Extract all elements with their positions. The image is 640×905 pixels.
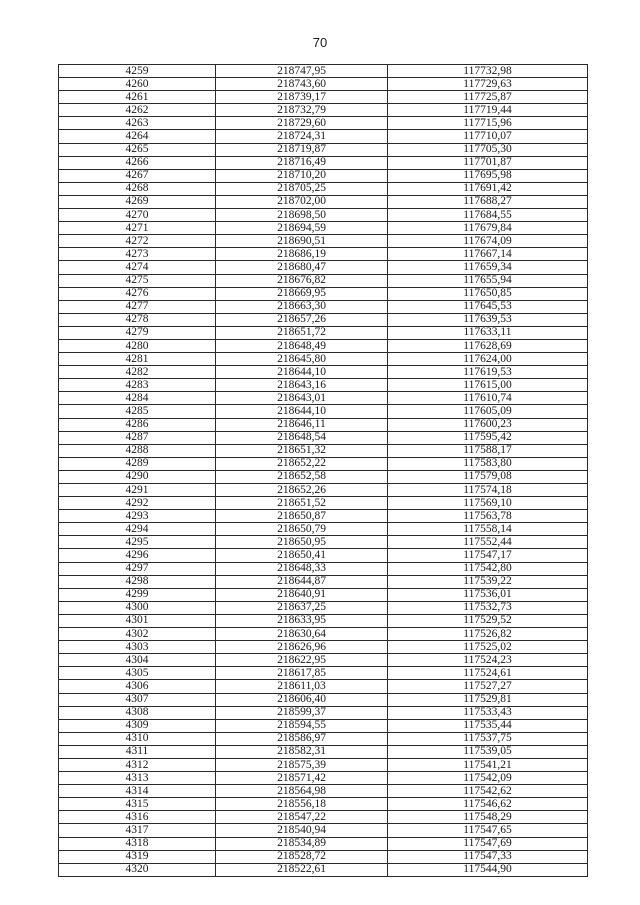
- table-row: [59, 261, 588, 274]
- table-row: [59, 850, 588, 863]
- x-coordinate-cell: 218650,95: [216, 536, 388, 549]
- table-row: [59, 91, 588, 104]
- x-coordinate-cell: 218644,10: [216, 405, 388, 418]
- table-row: [59, 418, 588, 431]
- x-coordinate-cell: 218643,16: [216, 379, 388, 392]
- y-coordinate-cell: 117588,17: [388, 444, 588, 457]
- point-number-cell: 4289: [59, 457, 216, 470]
- y-coordinate-cell: 117542,80: [388, 562, 588, 575]
- x-coordinate-cell: 218528,72: [216, 850, 388, 863]
- point-number-cell: 4264: [59, 130, 216, 143]
- table-row: [59, 156, 588, 169]
- y-coordinate-cell: 117558,14: [388, 523, 588, 536]
- point-number-cell: 4277: [59, 300, 216, 313]
- table-row: [59, 562, 588, 575]
- point-number-cell: 4274: [59, 261, 216, 274]
- x-coordinate-cell: 218651,32: [216, 444, 388, 457]
- table-row: [59, 117, 588, 130]
- coordinates-table: [58, 64, 588, 877]
- table-row: [59, 313, 588, 326]
- x-coordinate-cell: 218747,95: [216, 65, 388, 78]
- point-number-cell: 4312: [59, 758, 216, 771]
- x-coordinate-cell: 218564,98: [216, 785, 388, 798]
- y-coordinate-cell: 117583,80: [388, 457, 588, 470]
- point-number-cell: 4307: [59, 693, 216, 706]
- y-coordinate-cell: 117536,01: [388, 588, 588, 601]
- x-coordinate-cell: 218648,33: [216, 562, 388, 575]
- y-coordinate-cell: 117548,29: [388, 811, 588, 824]
- y-coordinate-cell: 117532,73: [388, 601, 588, 614]
- y-coordinate-cell: 117537,75: [388, 732, 588, 745]
- table-row: [59, 169, 588, 182]
- point-number-cell: 4286: [59, 418, 216, 431]
- table-row: [59, 431, 588, 444]
- point-number-cell: 4319: [59, 850, 216, 863]
- y-coordinate-cell: 117542,62: [388, 785, 588, 798]
- table-row: [59, 536, 588, 549]
- y-coordinate-cell: 117674,09: [388, 235, 588, 248]
- point-number-cell: 4280: [59, 339, 216, 352]
- point-number-cell: 4301: [59, 614, 216, 627]
- x-coordinate-cell: 218575,39: [216, 758, 388, 771]
- x-coordinate-cell: 218594,55: [216, 719, 388, 732]
- table-row: [59, 706, 588, 719]
- table-row: [59, 758, 588, 771]
- y-coordinate-cell: 117579,08: [388, 470, 588, 483]
- x-coordinate-cell: 218690,51: [216, 235, 388, 248]
- y-coordinate-cell: 117544,90: [388, 863, 588, 876]
- point-number-cell: 4275: [59, 274, 216, 287]
- x-coordinate-cell: 218571,42: [216, 772, 388, 785]
- y-coordinate-cell: 117541,21: [388, 758, 588, 771]
- point-number-cell: 4260: [59, 78, 216, 91]
- table-row: [59, 654, 588, 667]
- table-row: [59, 497, 588, 510]
- x-coordinate-cell: 218650,79: [216, 523, 388, 536]
- y-coordinate-cell: 117679,84: [388, 222, 588, 235]
- point-number-cell: 4283: [59, 379, 216, 392]
- table-row: [59, 339, 588, 352]
- table-row: [59, 745, 588, 758]
- point-number-cell: 4285: [59, 405, 216, 418]
- y-coordinate-cell: 117615,00: [388, 379, 588, 392]
- y-coordinate-cell: 117729,63: [388, 78, 588, 91]
- x-coordinate-cell: 218652,22: [216, 457, 388, 470]
- table-row: [59, 798, 588, 811]
- y-coordinate-cell: 117525,02: [388, 641, 588, 654]
- table-row: [59, 628, 588, 641]
- point-number-cell: 4302: [59, 628, 216, 641]
- x-coordinate-cell: 218686,19: [216, 248, 388, 261]
- table-row: [59, 693, 588, 706]
- x-coordinate-cell: 218724,31: [216, 130, 388, 143]
- point-number-cell: 4266: [59, 156, 216, 169]
- y-coordinate-cell: 117533,43: [388, 706, 588, 719]
- point-number-cell: 4304: [59, 654, 216, 667]
- y-coordinate-cell: 117610,74: [388, 392, 588, 405]
- x-coordinate-cell: 218644,87: [216, 575, 388, 588]
- x-coordinate-cell: 218652,26: [216, 484, 388, 497]
- x-coordinate-cell: 218534,89: [216, 837, 388, 850]
- x-coordinate-cell: 218729,60: [216, 117, 388, 130]
- point-number-cell: 4298: [59, 575, 216, 588]
- point-number-cell: 4309: [59, 719, 216, 732]
- x-coordinate-cell: 218698,50: [216, 209, 388, 222]
- y-coordinate-cell: 117552,44: [388, 536, 588, 549]
- point-number-cell: 4292: [59, 497, 216, 510]
- y-coordinate-cell: 117526,82: [388, 628, 588, 641]
- x-coordinate-cell: 218633,95: [216, 614, 388, 627]
- x-coordinate-cell: 218657,26: [216, 313, 388, 326]
- x-coordinate-cell: 218640,91: [216, 588, 388, 601]
- point-number-cell: 4316: [59, 811, 216, 824]
- point-number-cell: 4263: [59, 117, 216, 130]
- y-coordinate-cell: 117539,05: [388, 745, 588, 758]
- table-row: [59, 575, 588, 588]
- point-number-cell: 4311: [59, 745, 216, 758]
- point-number-cell: 4293: [59, 510, 216, 523]
- point-number-cell: 4315: [59, 798, 216, 811]
- y-coordinate-cell: 117725,87: [388, 91, 588, 104]
- x-coordinate-cell: 218646,11: [216, 418, 388, 431]
- point-number-cell: 4310: [59, 732, 216, 745]
- y-coordinate-cell: 117547,69: [388, 837, 588, 850]
- y-coordinate-cell: 117710,07: [388, 130, 588, 143]
- table-row: [59, 614, 588, 627]
- table-row: [59, 182, 588, 195]
- x-coordinate-cell: 218599,37: [216, 706, 388, 719]
- point-number-cell: 4287: [59, 431, 216, 444]
- table-row: [59, 366, 588, 379]
- point-number-cell: 4276: [59, 287, 216, 300]
- point-number-cell: 4271: [59, 222, 216, 235]
- y-coordinate-cell: 117524,61: [388, 667, 588, 680]
- point-number-cell: 4265: [59, 143, 216, 156]
- x-coordinate-cell: 218556,18: [216, 798, 388, 811]
- x-coordinate-cell: 218626,96: [216, 641, 388, 654]
- table-row: [59, 549, 588, 562]
- table-row: [59, 837, 588, 850]
- point-number-cell: 4262: [59, 104, 216, 117]
- y-coordinate-cell: 117715,96: [388, 117, 588, 130]
- table-row: [59, 732, 588, 745]
- y-coordinate-cell: 117547,65: [388, 824, 588, 837]
- x-coordinate-cell: 218676,82: [216, 274, 388, 287]
- table-row: [59, 863, 588, 876]
- point-number-cell: 4282: [59, 366, 216, 379]
- x-coordinate-cell: 218644,10: [216, 366, 388, 379]
- point-number-cell: 4291: [59, 484, 216, 497]
- x-coordinate-cell: 218645,80: [216, 353, 388, 366]
- table-row: [59, 811, 588, 824]
- point-number-cell: 4317: [59, 824, 216, 837]
- x-coordinate-cell: 218743,60: [216, 78, 388, 91]
- table-row: [59, 405, 588, 418]
- y-coordinate-cell: 117650,85: [388, 287, 588, 300]
- table-row: [59, 824, 588, 837]
- y-coordinate-cell: 117695,98: [388, 169, 588, 182]
- x-coordinate-cell: 218680,47: [216, 261, 388, 274]
- point-number-cell: 4268: [59, 182, 216, 195]
- point-number-cell: 4318: [59, 837, 216, 850]
- table-row: [59, 680, 588, 693]
- point-number-cell: 4278: [59, 313, 216, 326]
- table-row: [59, 719, 588, 732]
- table-row: [59, 143, 588, 156]
- point-number-cell: 4281: [59, 353, 216, 366]
- point-number-cell: 4272: [59, 235, 216, 248]
- table-row: [59, 274, 588, 287]
- point-number-cell: 4288: [59, 444, 216, 457]
- table-row: [59, 209, 588, 222]
- y-coordinate-cell: 117701,87: [388, 156, 588, 169]
- table-row: [59, 78, 588, 91]
- table-row: [59, 353, 588, 366]
- y-coordinate-cell: 117524,23: [388, 654, 588, 667]
- table-row: [59, 300, 588, 313]
- point-number-cell: 4320: [59, 863, 216, 876]
- x-coordinate-cell: 218648,54: [216, 431, 388, 444]
- table-row: [59, 287, 588, 300]
- x-coordinate-cell: 218648,49: [216, 339, 388, 352]
- y-coordinate-cell: 117688,27: [388, 195, 588, 208]
- y-coordinate-cell: 117633,11: [388, 326, 588, 339]
- x-coordinate-cell: 218702,00: [216, 195, 388, 208]
- point-number-cell: 4296: [59, 549, 216, 562]
- y-coordinate-cell: 117527,27: [388, 680, 588, 693]
- y-coordinate-cell: 117667,14: [388, 248, 588, 261]
- point-number-cell: 4314: [59, 785, 216, 798]
- y-coordinate-cell: 117719,44: [388, 104, 588, 117]
- x-coordinate-cell: 218547,22: [216, 811, 388, 824]
- x-coordinate-cell: 218650,41: [216, 549, 388, 562]
- y-coordinate-cell: 117529,81: [388, 693, 588, 706]
- table-row: [59, 65, 588, 78]
- point-number-cell: 4290: [59, 470, 216, 483]
- table-row: [59, 510, 588, 523]
- x-coordinate-cell: 218611,03: [216, 680, 388, 693]
- table-row: [59, 601, 588, 614]
- y-coordinate-cell: 117659,34: [388, 261, 588, 274]
- x-coordinate-cell: 218637,25: [216, 601, 388, 614]
- y-coordinate-cell: 117569,10: [388, 497, 588, 510]
- y-coordinate-cell: 117563,78: [388, 510, 588, 523]
- x-coordinate-cell: 218739,17: [216, 91, 388, 104]
- x-coordinate-cell: 218716,49: [216, 156, 388, 169]
- x-coordinate-cell: 218651,72: [216, 326, 388, 339]
- x-coordinate-cell: 218669,95: [216, 287, 388, 300]
- point-number-cell: 4270: [59, 209, 216, 222]
- coordinates-table-body: [59, 65, 588, 877]
- x-coordinate-cell: 218540,94: [216, 824, 388, 837]
- table-row: [59, 667, 588, 680]
- y-coordinate-cell: 117600,23: [388, 418, 588, 431]
- point-number-cell: 4295: [59, 536, 216, 549]
- point-number-cell: 4294: [59, 523, 216, 536]
- table-row: [59, 104, 588, 117]
- point-number-cell: 4305: [59, 667, 216, 680]
- point-number-cell: 4299: [59, 588, 216, 601]
- y-coordinate-cell: 117529,52: [388, 614, 588, 627]
- x-coordinate-cell: 218617,85: [216, 667, 388, 680]
- point-number-cell: 4259: [59, 65, 216, 78]
- y-coordinate-cell: 117655,94: [388, 274, 588, 287]
- table-row: [59, 641, 588, 654]
- x-coordinate-cell: 218705,25: [216, 182, 388, 195]
- table-row: [59, 785, 588, 798]
- table-row: [59, 457, 588, 470]
- y-coordinate-cell: 117542,09: [388, 772, 588, 785]
- point-number-cell: 4308: [59, 706, 216, 719]
- point-number-cell: 4303: [59, 641, 216, 654]
- point-number-cell: 4297: [59, 562, 216, 575]
- x-coordinate-cell: 218522,61: [216, 863, 388, 876]
- table-row: [59, 248, 588, 261]
- x-coordinate-cell: 218651,52: [216, 497, 388, 510]
- table-row: [59, 444, 588, 457]
- x-coordinate-cell: 218643,01: [216, 392, 388, 405]
- table-row: [59, 195, 588, 208]
- y-coordinate-cell: 117732,98: [388, 65, 588, 78]
- y-coordinate-cell: 117705,30: [388, 143, 588, 156]
- y-coordinate-cell: 117547,33: [388, 850, 588, 863]
- point-number-cell: 4269: [59, 195, 216, 208]
- y-coordinate-cell: 117619,53: [388, 366, 588, 379]
- point-number-cell: 4284: [59, 392, 216, 405]
- y-coordinate-cell: 117628,69: [388, 339, 588, 352]
- point-number-cell: 4313: [59, 772, 216, 785]
- y-coordinate-cell: 117539,22: [388, 575, 588, 588]
- x-coordinate-cell: 218582,31: [216, 745, 388, 758]
- x-coordinate-cell: 218732,79: [216, 104, 388, 117]
- point-number-cell: 4267: [59, 169, 216, 182]
- y-coordinate-cell: 117546,62: [388, 798, 588, 811]
- point-number-cell: 4306: [59, 680, 216, 693]
- y-coordinate-cell: 117684,55: [388, 209, 588, 222]
- y-coordinate-cell: 117639,53: [388, 313, 588, 326]
- x-coordinate-cell: 218663,30: [216, 300, 388, 313]
- page-number: 70: [312, 35, 328, 50]
- x-coordinate-cell: 218650,87: [216, 510, 388, 523]
- point-number-cell: 4279: [59, 326, 216, 339]
- y-coordinate-cell: 117547,17: [388, 549, 588, 562]
- y-coordinate-cell: 117691,42: [388, 182, 588, 195]
- y-coordinate-cell: 117574,18: [388, 484, 588, 497]
- table-row: [59, 772, 588, 785]
- y-coordinate-cell: 117624,00: [388, 353, 588, 366]
- x-coordinate-cell: 218710,20: [216, 169, 388, 182]
- point-number-cell: 4273: [59, 248, 216, 261]
- table-row: [59, 484, 588, 497]
- y-coordinate-cell: 117605,09: [388, 405, 588, 418]
- x-coordinate-cell: 218652,58: [216, 470, 388, 483]
- x-coordinate-cell: 218719,87: [216, 143, 388, 156]
- point-number-cell: 4300: [59, 601, 216, 614]
- table-row: [59, 326, 588, 339]
- table-row: [59, 523, 588, 536]
- x-coordinate-cell: 218630,64: [216, 628, 388, 641]
- y-coordinate-cell: 117595,42: [388, 431, 588, 444]
- table-row: [59, 130, 588, 143]
- y-coordinate-cell: 117645,53: [388, 300, 588, 313]
- table-row: [59, 379, 588, 392]
- table-row: [59, 470, 588, 483]
- x-coordinate-cell: 218586,97: [216, 732, 388, 745]
- table-row: [59, 588, 588, 601]
- table-row: [59, 235, 588, 248]
- x-coordinate-cell: 218622,95: [216, 654, 388, 667]
- x-coordinate-cell: 218694,59: [216, 222, 388, 235]
- point-number-cell: 4261: [59, 91, 216, 104]
- y-coordinate-cell: 117535,44: [388, 719, 588, 732]
- table-row: [59, 392, 588, 405]
- table-row: [59, 222, 588, 235]
- x-coordinate-cell: 218606,40: [216, 693, 388, 706]
